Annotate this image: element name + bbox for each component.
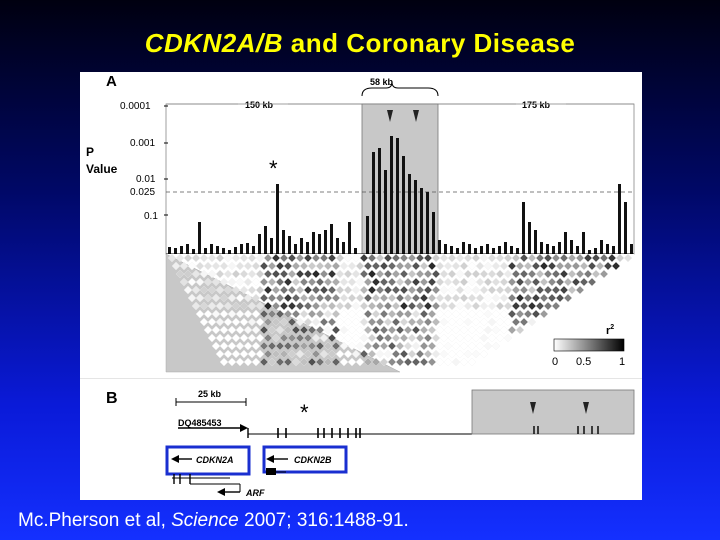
citation-journal: Science <box>171 510 239 531</box>
association-bar <box>414 180 417 254</box>
association-bar <box>306 242 309 254</box>
citation-authors: Mc.Pherson et al, <box>18 510 172 531</box>
association-bar <box>384 170 387 254</box>
citation-rest: 2007; 316:1488-91. <box>238 510 409 531</box>
association-bar <box>228 250 231 254</box>
association-bar <box>378 148 381 254</box>
association-bar <box>276 184 279 254</box>
association-bar <box>258 234 261 254</box>
association-bar <box>216 246 219 254</box>
region-center-label: 58 kb <box>370 77 394 87</box>
association-bar <box>336 238 339 254</box>
association-bar <box>246 243 249 254</box>
r2-tick-0: 0 <box>552 356 559 368</box>
association-bar <box>558 242 561 254</box>
association-bar <box>624 202 627 254</box>
association-bar <box>354 248 357 254</box>
association-bar <box>186 244 189 254</box>
cdkn2b-exon <box>266 468 276 475</box>
association-bar <box>192 249 195 254</box>
association-bar <box>630 244 633 254</box>
association-bar <box>240 244 243 254</box>
association-bar <box>612 246 615 254</box>
association-bar <box>396 138 399 254</box>
association-bar <box>426 192 429 254</box>
cdkn2a-arrowhead <box>171 455 179 463</box>
p-tick-2: 0.001 <box>130 138 156 149</box>
association-bar <box>462 242 465 254</box>
association-bar <box>594 248 597 254</box>
association-bar <box>390 136 393 254</box>
p-tick-4: 0.025 <box>130 187 156 198</box>
association-bar <box>582 232 585 254</box>
association-bar <box>510 246 513 254</box>
association-bar <box>474 248 477 254</box>
figure-svg <box>80 72 642 500</box>
region-b-shade <box>472 390 634 434</box>
association-bar <box>318 234 321 254</box>
association-bar <box>168 247 171 254</box>
gene-cdkn2b-label: CDKN2B <box>294 455 332 465</box>
region-right-label: 175 kb <box>522 100 551 110</box>
association-bar <box>528 222 531 254</box>
association-bar <box>402 156 405 254</box>
association-bar <box>282 230 285 254</box>
association-bar <box>348 222 351 254</box>
p-tick-3: 0.01 <box>136 174 156 185</box>
association-bar <box>324 230 327 254</box>
association-bar <box>552 246 555 254</box>
arf-arrowhead <box>217 488 225 496</box>
association-bar <box>330 224 333 254</box>
association-bar <box>570 240 573 254</box>
gene-dq-arrowhead <box>240 424 248 432</box>
association-bar <box>456 248 459 254</box>
association-bar <box>498 246 501 254</box>
association-bar <box>468 244 471 254</box>
r2-tick-1: 1 <box>619 356 626 368</box>
asterisk-b: * <box>300 400 309 425</box>
title-gene: CDKN2A/B <box>144 28 284 58</box>
association-bar <box>516 248 519 254</box>
association-bar <box>588 250 591 254</box>
association-bar <box>270 238 273 254</box>
association-bar <box>534 230 537 254</box>
association-bar <box>198 222 201 254</box>
association-bar <box>408 174 411 254</box>
association-bar <box>222 248 225 254</box>
gene-cdkn2a-label: CDKN2A <box>196 455 234 465</box>
panel-a-label: A <box>106 73 117 90</box>
p-tick-5: 0.1 <box>144 211 158 222</box>
association-bar <box>264 226 267 254</box>
association-bar <box>438 240 441 254</box>
association-bar <box>540 242 543 254</box>
association-bar <box>420 188 423 254</box>
p-tick-1: 0.0001 <box>120 101 151 112</box>
association-bar <box>522 202 525 254</box>
asterisk-a: * <box>269 156 278 181</box>
cdkn2b-arrowhead <box>266 455 274 463</box>
association-bar <box>564 232 567 254</box>
panel-divider <box>80 378 642 379</box>
association-bar <box>606 244 609 254</box>
scale-label: 25 kb <box>198 389 222 399</box>
association-bar <box>486 244 489 254</box>
association-bar <box>204 248 207 254</box>
association-bar <box>432 212 435 254</box>
region-left-label: 150 kb <box>245 100 274 110</box>
r2-colorbar <box>554 339 624 351</box>
association-bar <box>294 244 297 254</box>
association-bar <box>288 236 291 254</box>
association-bar <box>576 246 579 254</box>
association-bar <box>366 216 369 254</box>
exon-ticks <box>278 428 360 438</box>
association-bar <box>372 152 375 254</box>
citation <box>18 510 409 532</box>
r2-tick-05: 0.5 <box>576 356 592 368</box>
association-bar <box>618 184 621 254</box>
association-bar <box>504 242 507 254</box>
association-bar <box>444 244 447 254</box>
association-bar <box>234 247 237 254</box>
slide-title <box>0 28 720 59</box>
association-bar <box>174 248 177 254</box>
association-bar <box>600 240 603 254</box>
p-axis-label-1: P <box>86 145 95 159</box>
association-bar <box>180 246 183 254</box>
r2-label: $r^2$ <box>606 324 615 337</box>
gene-arf-label: ARF <box>246 488 265 498</box>
association-bar <box>312 232 315 254</box>
association-bar <box>450 246 453 254</box>
figure-panel <box>80 72 642 500</box>
association-bar <box>480 246 483 254</box>
title-rest: and Coronary Disease <box>283 28 576 58</box>
association-bar <box>546 244 549 254</box>
association-bar <box>252 246 255 254</box>
p-axis-label-2: Value <box>86 162 118 176</box>
association-bar <box>342 242 345 254</box>
association-bar <box>300 238 303 254</box>
association-bar <box>492 248 495 254</box>
gene-dq-label: DQ485453 <box>178 418 222 428</box>
association-bar <box>210 244 213 254</box>
panel-b-label: B <box>106 390 118 407</box>
